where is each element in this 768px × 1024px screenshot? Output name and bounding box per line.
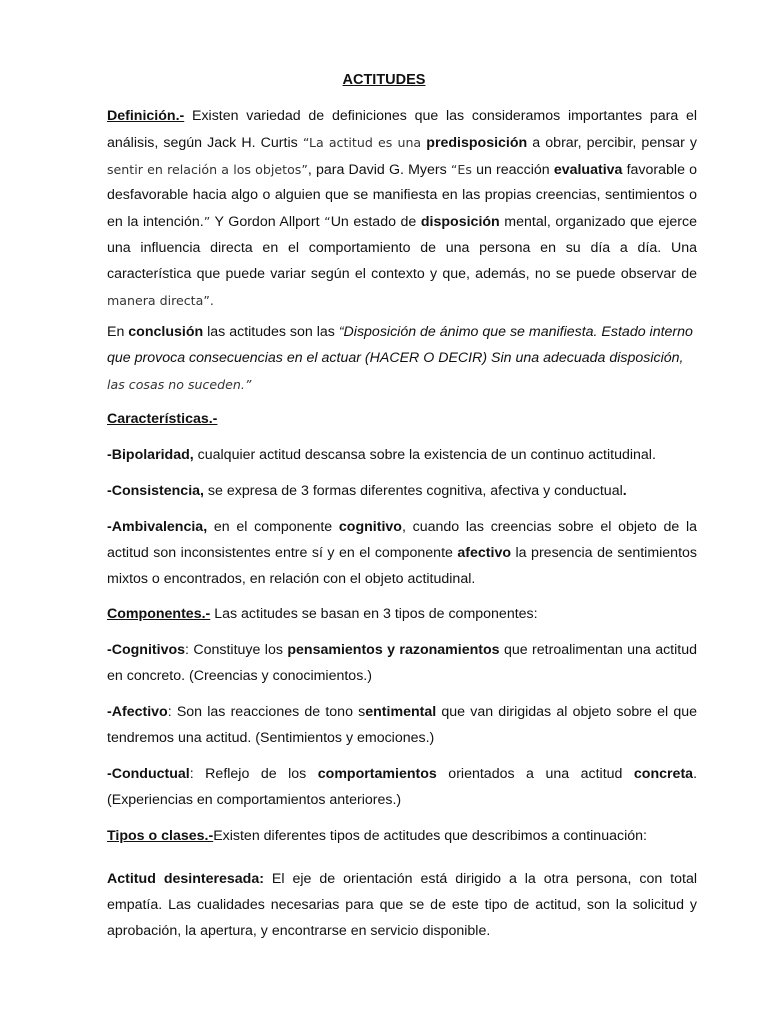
ambivalencia-text-1: en el componente — [207, 519, 339, 535]
disposicion-term: disposición — [420, 214, 500, 231]
definicion-text-8: mental, organizado que ejerce una influencia directa en el comportamiento de una persona en su día a día. Una característica que puede variar según el contexto y que, además, no se puede observar de — [107, 214, 697, 282]
conclusion-quote-end: las cosas no suceden.” — [107, 376, 252, 392]
ambivalencia-text-3: la presencia de sentimientos mixtos o encontrados, en relación con el objeto actitudinal. — [107, 544, 697, 587]
conductual-term: -Conductual — [107, 766, 190, 782]
tipos-heading — [107, 824, 697, 850]
componentes-heading-text: Componentes.- — [107, 606, 211, 622]
conductual-text-2: orientados a una actitud — [436, 766, 634, 782]
ambivalencia-text-2: , cuando las creencias sobre el objeto de la actitud son inconsistentes entre sí y en el componente — [107, 519, 697, 561]
bipolaridad-text: cualquier actitud descansa sobre la existencia de un continuo actitudinal. — [193, 447, 656, 463]
consistencia-text: se expresa de 3 formas diferentes cognitiva, afectiva y conductual — [203, 483, 623, 499]
definicion-text-2: a obrar, percibir, pensar y — [527, 134, 698, 151]
definicion-text-1: Existen variedad de definiciones que las consideramos importantes para el análisis, según Jack H. Curtis — [107, 108, 697, 151]
tipos-intro: Existen diferentes tipos de actitudes que describimos a continuación: — [213, 828, 647, 844]
caracteristicas-heading-text: Características.- — [107, 411, 218, 427]
conclusion-text-2: las actitudes son las — [203, 324, 339, 340]
conclusion-paragraph — [107, 320, 697, 398]
tipos-heading-text: Tipos o clases.- — [107, 828, 214, 844]
definicion-heading: Definición.- — [107, 108, 185, 124]
page-title: ACTITUDES — [342, 72, 426, 88]
bipolaridad-item — [107, 443, 697, 469]
curtis-quote-end: sentir en relación a los objetos” — [107, 161, 308, 177]
pensamientos-term: pensamientos y razonamientos — [287, 642, 500, 658]
definicion-text-7: Un estado de — [330, 214, 421, 231]
ambivalencia-item — [107, 515, 697, 592]
concreta-term: concreta — [633, 766, 694, 782]
curtis-quote-start: “La actitud es una — [302, 134, 427, 150]
evaluativa-term: evaluativa — [553, 161, 623, 178]
caracteristicas-heading — [107, 407, 697, 433]
conductual-item — [107, 762, 697, 814]
myers-quote-start: “Es — [450, 161, 472, 177]
cognitivos-text-2: que retroalimentan una actitud en concreto. (Creencias y conocimientos.) — [107, 642, 697, 684]
desinteresada-item — [107, 867, 697, 944]
sentimental-term: entimental — [365, 704, 437, 720]
afectivo-text-2: que van dirigidas al objeto sobre el que tendremos una actitud. (Sentimientos y emociones.) — [107, 704, 697, 746]
conclusion-text-1: En — [107, 324, 129, 340]
afectivo-text-1: : Son las reacciones de tono s — [167, 704, 366, 720]
definicion-text-3: , para David G. Myers — [307, 161, 451, 178]
cognitivos-item — [107, 638, 697, 690]
afectivo-item — [107, 700, 697, 752]
allport-quote-start: “ — [324, 214, 331, 230]
cognitivo-term: cognitivo — [338, 519, 402, 535]
afectivo-item-term: -Afectivo — [107, 704, 168, 720]
afectivo-term: afectivo — [457, 544, 512, 561]
ambivalencia-term: -Ambivalencia, — [107, 519, 208, 535]
definicion-text-6: Y Gordon Allport — [210, 214, 325, 231]
componentes-heading — [107, 602, 697, 628]
conclusion-quote: “Disposición de ánimo que se manifiesta. Estado interno que provoca consecuencias en el actuar (HACER O DECIR) Sin una adecuada disposición, — [107, 324, 693, 366]
bipolaridad-term: -Bipolaridad, — [107, 447, 194, 463]
consistencia-end: . — [622, 483, 627, 499]
cognitivos-text-1: : Constituye los — [185, 642, 288, 658]
desinteresada-term: Actitud desinteresada: — [107, 871, 264, 887]
desinteresada-text: El eje de orientación está dirigido a la otra persona, con total empatía. Las cualidades necesarias para que se de este tipo de actitud, son la solicitud y aprobación, la apertura, y encontrarse en servicio disponible. — [107, 871, 697, 939]
definicion-text-5: favorable o desfavorable hacia algo o alguien que se manifiesta en las propias creencias, sentimientos o en la intención. — [107, 161, 698, 231]
cognitivos-term: -Cognitivos — [107, 642, 186, 658]
consistencia-term: -Consistencia, — [107, 483, 204, 499]
definicion-paragraph — [107, 104, 697, 314]
allport-quote-end: manera directa”. — [107, 292, 214, 308]
myers-quote-end: ” — [203, 214, 211, 230]
predisposicion-term: predisposición — [426, 134, 528, 151]
comportamientos-term: comportamientos — [317, 766, 437, 782]
conductual-text-3: . (Experiencias en comportamientos anteriores.) — [107, 766, 698, 808]
componentes-intro: Las actitudes se basan en 3 tipos de componentes: — [210, 606, 538, 622]
conclusion-term: conclusión — [128, 324, 204, 340]
conductual-text-1: : Reflejo de los — [189, 766, 318, 782]
definicion-text-4: un reacción — [471, 161, 554, 178]
consistencia-item — [107, 479, 697, 505]
